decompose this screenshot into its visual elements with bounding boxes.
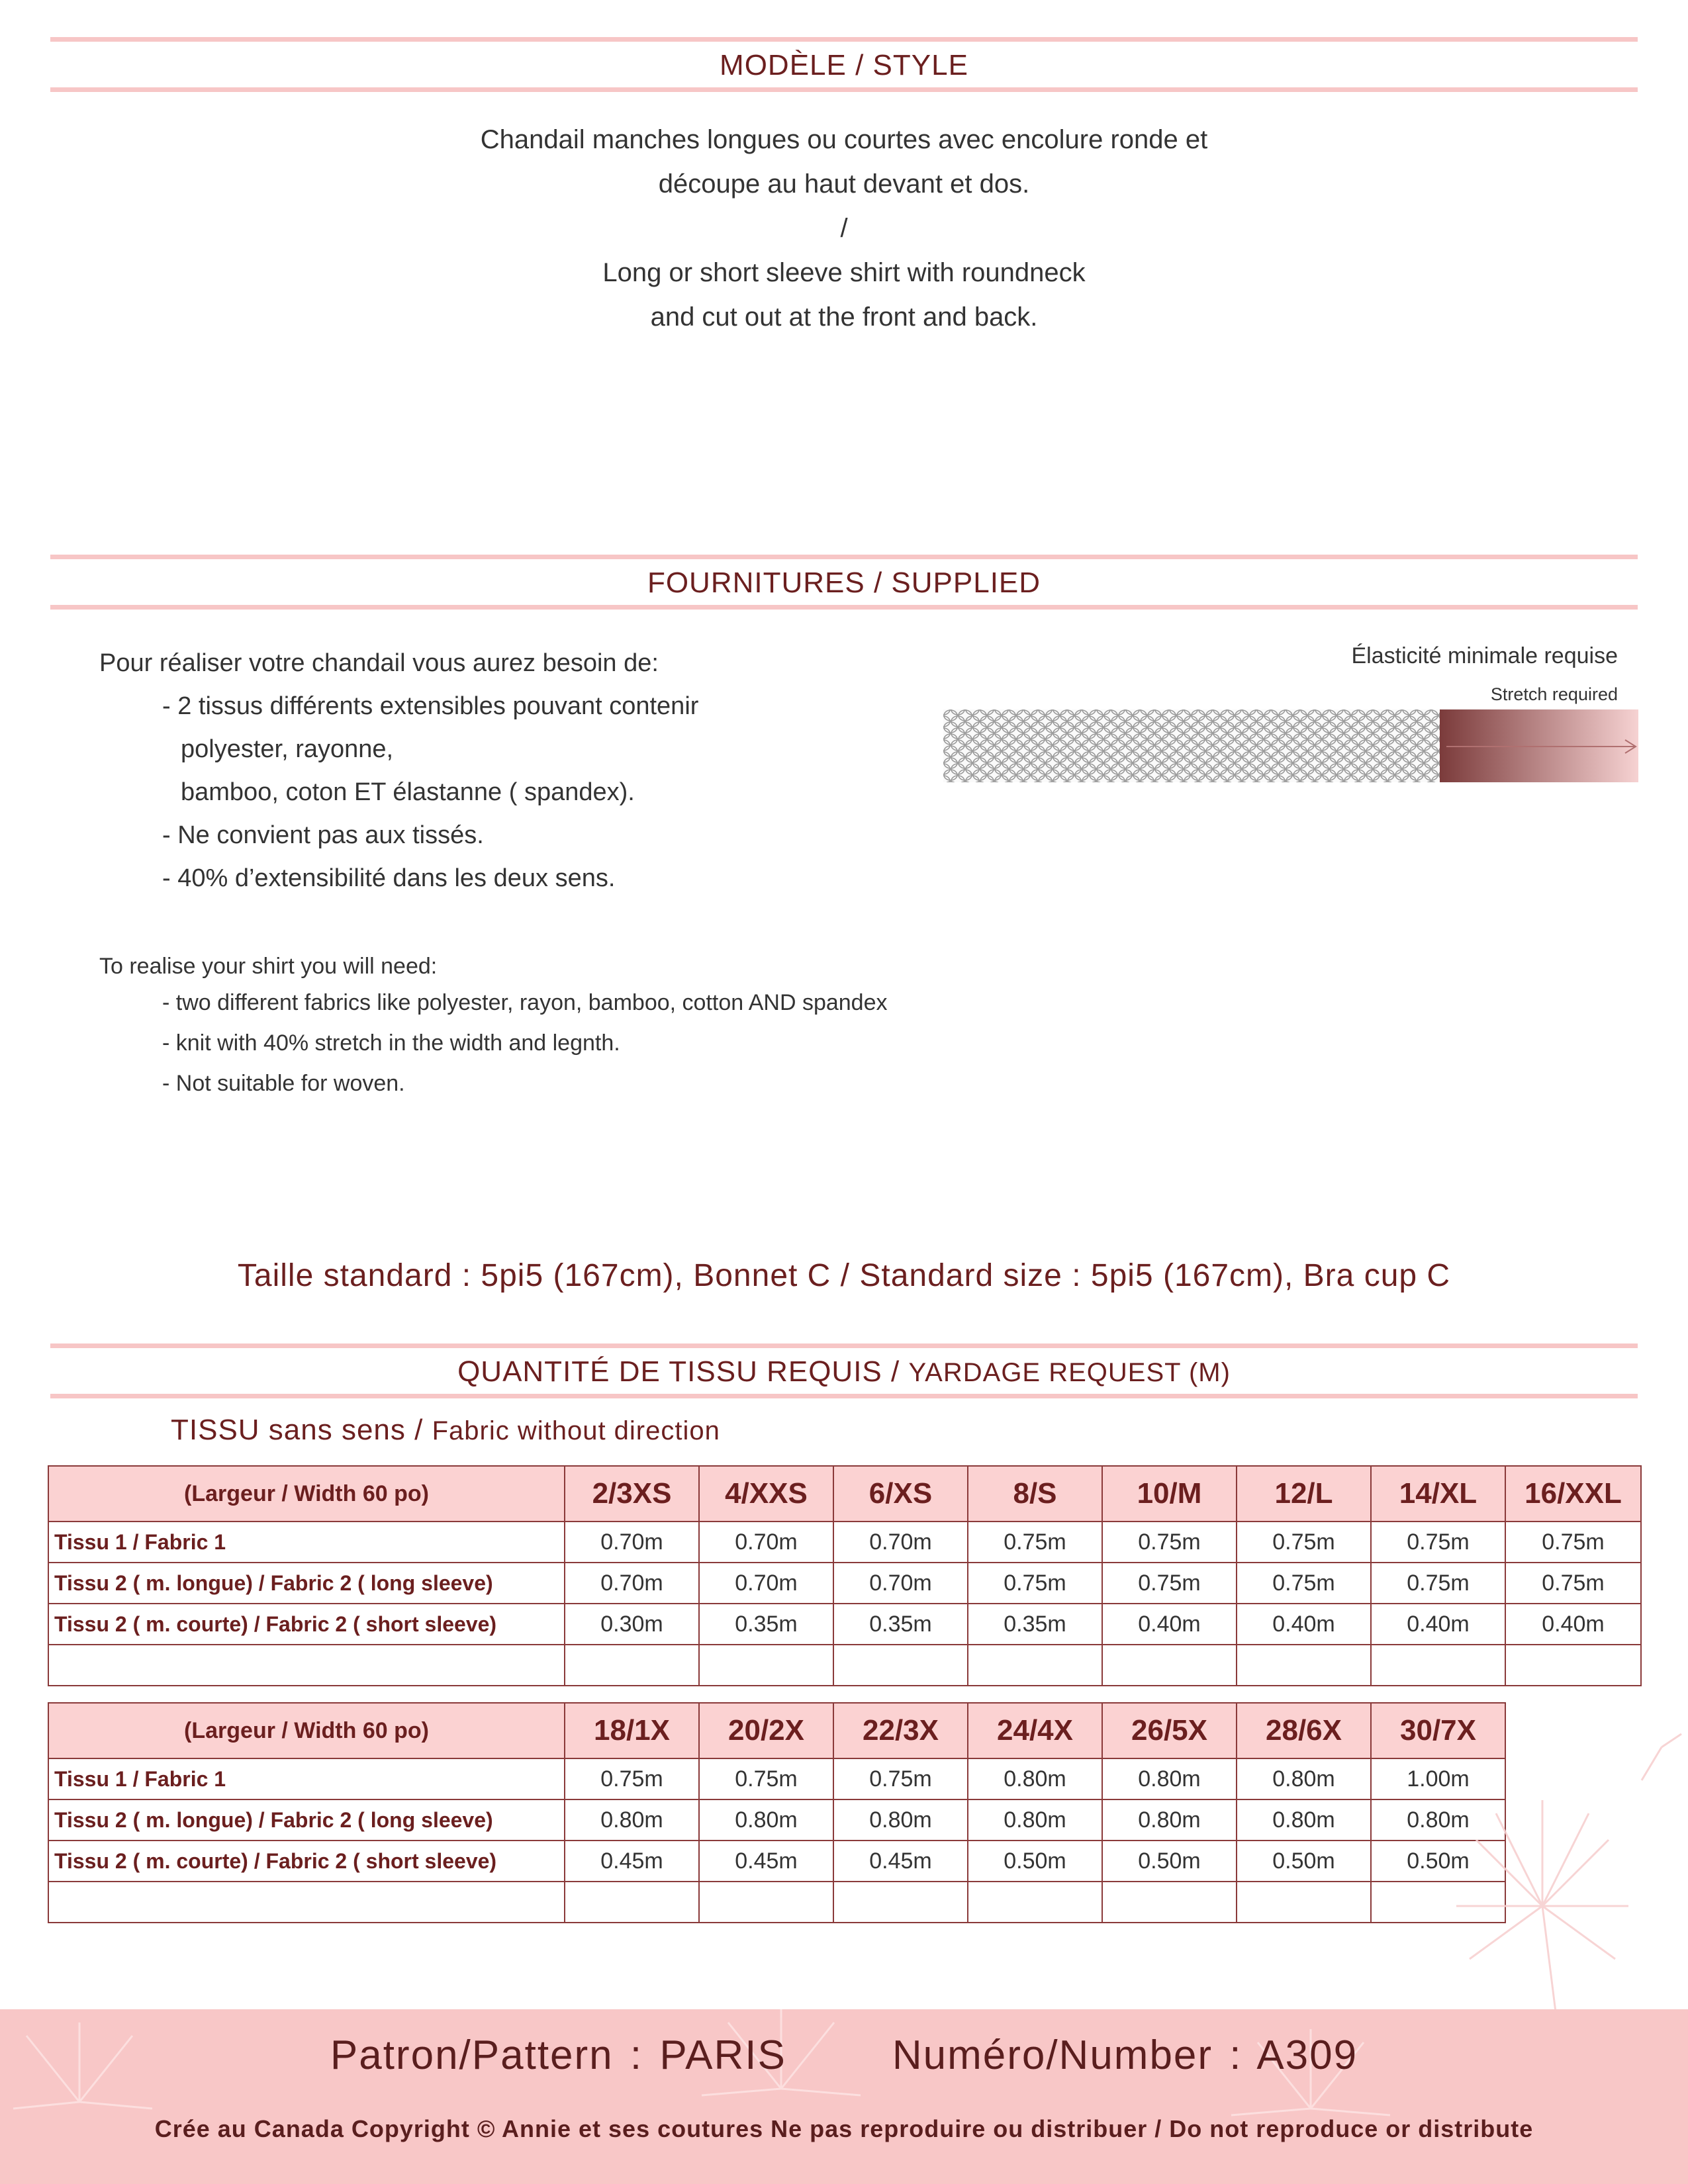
cell <box>1371 1645 1505 1686</box>
cell <box>1237 1882 1371 1923</box>
stretch-gauge <box>943 709 1638 782</box>
row-label: Tissu 1 / Fabric 1 <box>48 1522 565 1563</box>
cell: 0.80m <box>968 1758 1102 1799</box>
cell: 0.70m <box>565 1563 699 1604</box>
top-rule-1 <box>50 37 1638 42</box>
size-header: 2/3XS <box>565 1466 699 1522</box>
cell: 0.75m <box>1371 1522 1505 1563</box>
cell: 0.75m <box>833 1758 968 1799</box>
cell: 0.80m <box>1102 1799 1237 1841</box>
size-header: 12/L <box>1237 1466 1371 1522</box>
supplies-fr-list <box>162 685 698 900</box>
table-row <box>48 1563 1641 1604</box>
yardage-title-main: QUANTITÉ DE TISSU REQUIS / <box>457 1355 909 1388</box>
cell <box>565 1645 699 1686</box>
stretch-subtitle: Stretch required <box>1490 684 1618 704</box>
cell: 0.75m <box>1102 1522 1237 1563</box>
size-header: 6/XS <box>833 1466 968 1522</box>
yardage-title <box>50 1355 1638 1388</box>
cell: 0.40m <box>1237 1604 1371 1645</box>
cell: 0.75m <box>1505 1522 1641 1563</box>
cell <box>1505 1645 1641 1686</box>
cell: 0.35m <box>699 1604 833 1645</box>
cell: 0.75m <box>1237 1563 1371 1604</box>
cell <box>968 1882 1102 1923</box>
cell: 0.50m <box>1237 1841 1371 1882</box>
footer-copyright: Crée au Canada Copyright © Annie et ses coutures Ne pas reproduire ou distribuer / Do not reproduce or distribute <box>154 2115 1534 2142</box>
supplies-rule-2 <box>50 605 1638 610</box>
model-line: and cut out at the front and back. <box>650 302 1038 332</box>
stretch-title: Élasticité minimale requise <box>1351 643 1618 668</box>
cell: 0.35m <box>833 1604 968 1645</box>
cell: 0.75m <box>1371 1563 1505 1604</box>
cell: 0.80m <box>1371 1799 1505 1841</box>
table-row <box>48 1522 1641 1563</box>
cell: 0.45m <box>699 1841 833 1882</box>
list-item: - 40% d’extensibilité dans les deux sens. <box>162 864 616 892</box>
table-row <box>48 1799 1505 1841</box>
cell: 0.80m <box>565 1799 699 1841</box>
supplies-en-intro: To realise your shirt you will need: <box>99 954 438 979</box>
cell <box>48 1645 565 1686</box>
cell: 0.40m <box>1371 1604 1505 1645</box>
cell <box>968 1645 1102 1686</box>
row-label: Tissu 2 ( m. courte) / Fabric 2 ( short sleeve) <box>48 1604 565 1645</box>
list-item: - Ne convient pas aux tissés. <box>162 821 484 849</box>
cell: 0.70m <box>833 1522 968 1563</box>
list-item: - two different fabrics like polyester, rayon, bamboo, cotton AND spandex <box>162 990 888 1015</box>
cell: 0.45m <box>565 1841 699 1882</box>
fabric-direction-main: TISSU sans sens / <box>171 1414 432 1446</box>
size-header: 28/6X <box>1237 1703 1371 1758</box>
supplies-fr-intro: Pour réaliser votre chandail vous aurez besoin de: <box>99 649 659 677</box>
model-line: / <box>840 214 848 243</box>
cell: 1.00m <box>1371 1758 1505 1799</box>
model-line: Chandail manches longues ou courtes avec encolure ronde et <box>480 125 1208 154</box>
size-header: 30/7X <box>1371 1703 1505 1758</box>
cell <box>565 1882 699 1923</box>
cell: 0.50m <box>1371 1841 1505 1882</box>
table-row-empty <box>48 1645 1641 1686</box>
model-description <box>0 118 1688 340</box>
table-row <box>48 1604 1641 1645</box>
size-header: 10/M <box>1102 1466 1237 1522</box>
cell: 0.70m <box>565 1522 699 1563</box>
cell: 0.80m <box>833 1799 968 1841</box>
fabric-direction-label <box>171 1414 720 1447</box>
cell: 0.75m <box>565 1758 699 1799</box>
cell: 0.80m <box>1237 1799 1371 1841</box>
cell <box>699 1882 833 1923</box>
table-row-empty <box>48 1882 1505 1923</box>
cell: 0.35m <box>968 1604 1102 1645</box>
width-header: (Largeur / Width 60 po) <box>48 1466 565 1522</box>
yardage-table-1 <box>48 1465 1642 1686</box>
dandelion-decoration-icon <box>1397 1707 1688 2012</box>
cell <box>833 1882 968 1923</box>
standard-size: Taille standard : 5pi5 (167cm), Bonnet C / Standard size : 5pi5 (167cm), Bra cup C <box>237 1258 1451 1293</box>
cell: 0.75m <box>1102 1563 1237 1604</box>
list-item: polyester, rayonne, <box>181 735 394 763</box>
width-header: (Largeur / Width 60 po) <box>48 1703 565 1758</box>
size-header: 14/XL <box>1371 1466 1505 1522</box>
cell <box>699 1645 833 1686</box>
footer-title <box>0 2032 1688 2079</box>
cell: 0.50m <box>1102 1841 1237 1882</box>
cell: 0.75m <box>699 1758 833 1799</box>
table-row <box>48 1758 1505 1799</box>
list-item: bamboo, coton ET élastanne ( spandex). <box>181 778 635 806</box>
yardage-title-small: YARDAGE REQUEST (M) <box>908 1358 1231 1387</box>
size-header: 26/5X <box>1102 1703 1237 1758</box>
cell: 0.45m <box>833 1841 968 1882</box>
supplies-title: FOURNITURES / SUPPLIED <box>647 567 1041 599</box>
size-header: 16/XXL <box>1505 1466 1641 1522</box>
pattern-number: Numéro/Number : A309 <box>892 2032 1358 2078</box>
table-header-row <box>48 1466 1641 1522</box>
cell: 0.75m <box>968 1563 1102 1604</box>
pattern-name: Patron/Pattern : PARIS <box>330 2032 786 2078</box>
cell: 0.70m <box>833 1563 968 1604</box>
list-item: - knit with 40% stretch in the width and legnth. <box>162 1030 620 1056</box>
cell: 0.80m <box>1237 1758 1371 1799</box>
table-row <box>48 1841 1505 1882</box>
cell: 0.70m <box>699 1563 833 1604</box>
cell: 0.80m <box>1102 1758 1237 1799</box>
table-header-row <box>48 1703 1505 1758</box>
cell: 0.50m <box>968 1841 1102 1882</box>
model-line: Long or short sleeve shirt with roundneck <box>602 258 1086 287</box>
fabric-direction-small: Fabric without direction <box>432 1416 720 1445</box>
cell: 0.40m <box>1505 1604 1641 1645</box>
cell <box>1102 1645 1237 1686</box>
list-item: - Not suitable for woven. <box>162 1071 405 1096</box>
supplies-rule-1 <box>50 555 1638 559</box>
cell: 0.40m <box>1102 1604 1237 1645</box>
cell: 0.80m <box>699 1799 833 1841</box>
cell <box>1102 1882 1237 1923</box>
cell: 0.70m <box>699 1522 833 1563</box>
row-label: Tissu 2 ( m. longue) / Fabric 2 ( long sleeve) <box>48 1563 565 1604</box>
row-label: Tissu 2 ( m. longue) / Fabric 2 ( long sleeve) <box>48 1799 565 1841</box>
size-header: 4/XXS <box>699 1466 833 1522</box>
cell: 0.75m <box>1237 1522 1371 1563</box>
cell <box>833 1645 968 1686</box>
yardage-rule-2 <box>50 1394 1638 1398</box>
size-header: 8/S <box>968 1466 1102 1522</box>
cell: 0.80m <box>968 1799 1102 1841</box>
cell: 0.75m <box>968 1522 1102 1563</box>
model-line: découpe au haut devant et dos. <box>658 169 1030 199</box>
size-header: 20/2X <box>699 1703 833 1758</box>
size-header: 22/3X <box>833 1703 968 1758</box>
top-rule-2 <box>50 87 1638 92</box>
model-title: MODÈLE / STYLE <box>720 49 968 81</box>
cell <box>1237 1645 1371 1686</box>
row-label: Tissu 1 / Fabric 1 <box>48 1758 565 1799</box>
size-header: 24/4X <box>968 1703 1102 1758</box>
yardage-table-2 <box>48 1702 1506 1923</box>
size-header: 18/1X <box>565 1703 699 1758</box>
cell <box>48 1882 565 1923</box>
cell: 0.30m <box>565 1604 699 1645</box>
yardage-rule-1 <box>50 1343 1638 1348</box>
row-label: Tissu 2 ( m. courte) / Fabric 2 ( short sleeve) <box>48 1841 565 1882</box>
cell: 0.75m <box>1505 1563 1641 1604</box>
supplies-en-list <box>162 983 888 1104</box>
list-item: - 2 tissus différents extensibles pouvant contenir <box>162 692 699 720</box>
